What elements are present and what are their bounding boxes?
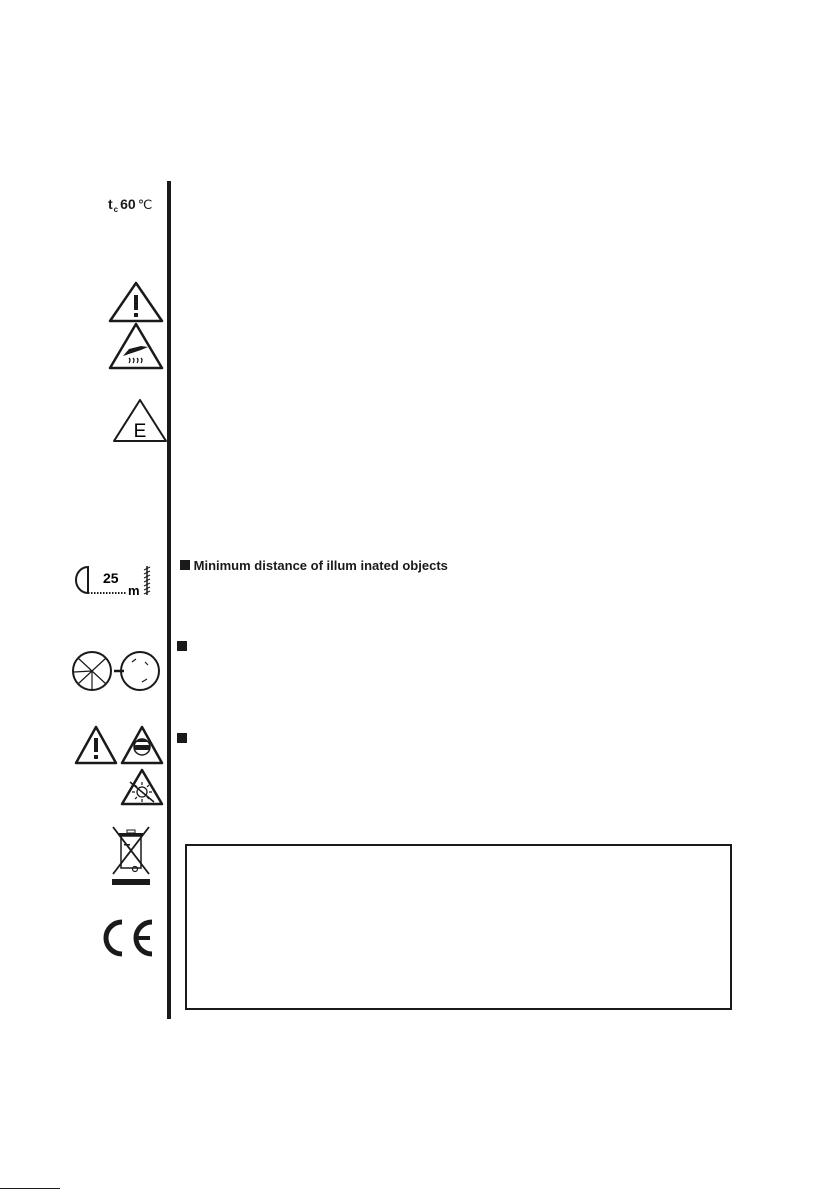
minimum-distance-heading [180, 558, 448, 573]
bullet-square [180, 560, 190, 570]
temperature-value: 60 [120, 196, 136, 212]
temperature-symbol: t [108, 196, 113, 212]
svg-text:E: E [133, 421, 147, 442]
temperature-unit: ℃ [137, 197, 153, 212]
distance-value: 25 [103, 570, 119, 586]
notice-box [185, 844, 732, 1010]
minimum-distance-label: Minimum distance of illum inated objects [193, 558, 448, 573]
temperature-subscript: c [113, 205, 119, 214]
minimum-distance-icon [74, 564, 154, 600]
warning-triangle-icon [74, 725, 118, 765]
bullet-square [177, 730, 187, 748]
eye-protection-icon [120, 725, 164, 765]
crossed-out-bin-icon [110, 822, 152, 886]
page-edge-line [0, 1188, 60, 1189]
distance-unit: m [128, 583, 140, 598]
vertical-divider [167, 181, 171, 1019]
bullet-square [177, 638, 187, 656]
hot-surface-warning-icon [108, 322, 164, 370]
ce-mark-icon [94, 918, 156, 958]
temperature-marking [108, 196, 152, 214]
e-mark-triangle-icon [112, 398, 168, 444]
replace-cracked-glass-icon [72, 650, 162, 692]
do-not-stare-at-light-icon [120, 768, 164, 806]
warning-triangle-icon [108, 281, 164, 323]
